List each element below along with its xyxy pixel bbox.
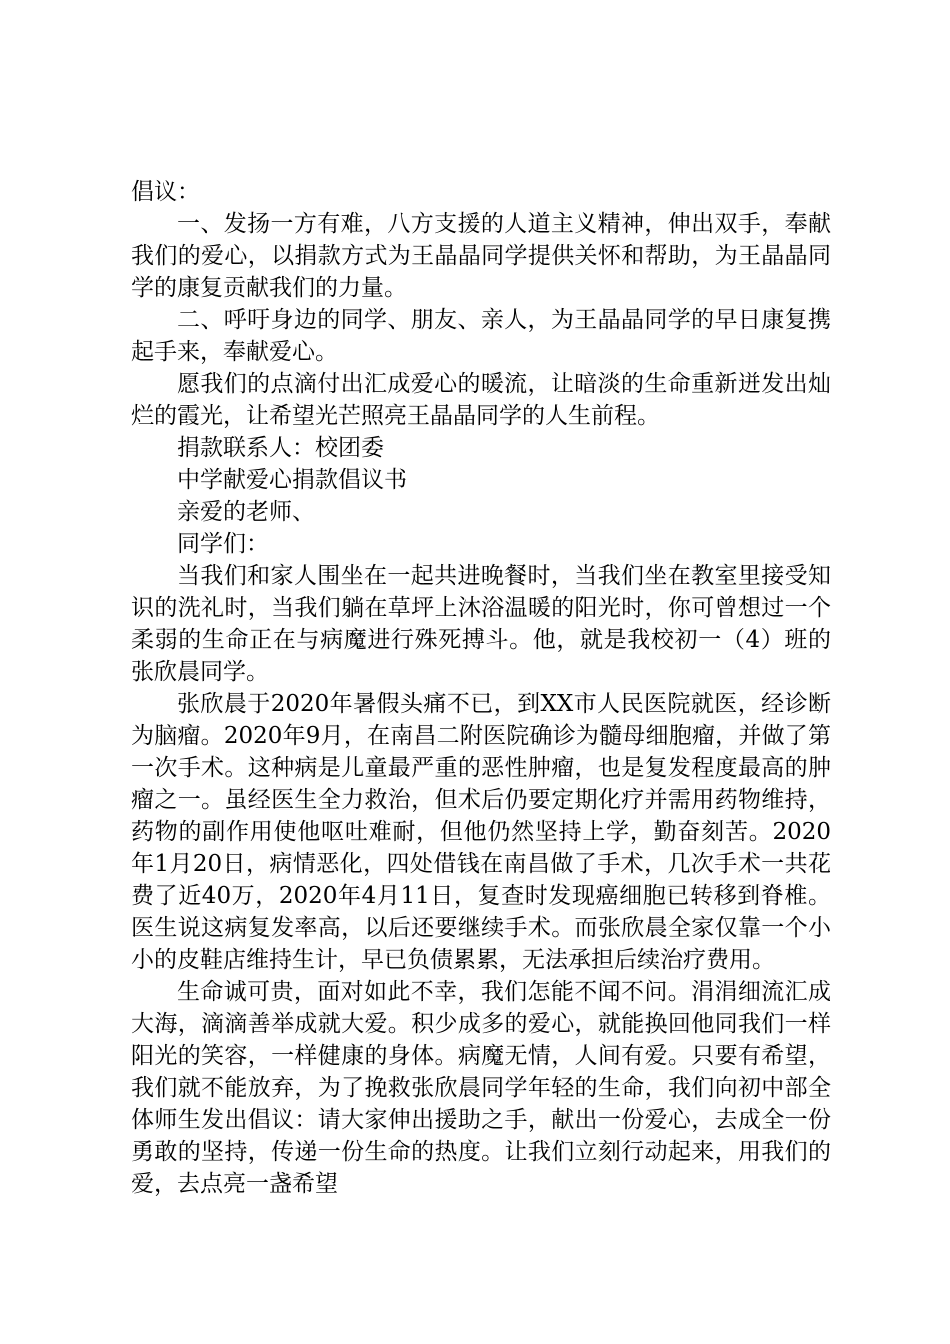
proposal-heading: 倡议： (131, 179, 200, 205)
donation-contact: 捐款联系人：校团委 (177, 435, 384, 461)
body-paragraph-1: 当我们和家人围坐在一起共进晚餐时，当我们坐在教室里接受知识的洗礼时，当我们躺在草坪上沐浴温暖的阳光时，你可曾想过一个柔弱的生命正在与病魔进行殊死搏斗。他，就是我校初一（4）班的张欣晨同学。 (131, 563, 831, 685)
salutation-students: 同学们： (177, 531, 269, 557)
body-paragraph-3: 生命诚可贵，面对如此不幸，我们怎能不闻不问。涓涓细流汇成大海，滴滴善举成就大爱。积少成多的爱心，就能换回他同我们一样阳光的笑容，一样健康的身体。病魔无情，人间有爱。只要有希望，我们就不能放弃，为了挽救张欣晨同学年轻的生命，我们向初中部全体师生发出倡议：请大家伸出援助之手，献出一份爱心，去成全一份勇敢的坚持，传递一份生命的热度。让我们立刻行动起来，用我们的爱，去点亮一盏希望 (131, 979, 831, 1197)
wish-paragraph: 愿我们的点滴付出汇成爱心的暖流，让暗淡的生命重新迸发出灿烂的霞光，让希望光芒照亮王晶晶同学的人生前程。 (131, 371, 831, 429)
proposal-point-1: 一、发扬一方有难，八方支援的人道主义精神，伸出双手，奉献我们的爱心，以捐款方式为王晶晶同学提供关怀和帮助，为王晶晶同学的康复贡献我们的力量。 (131, 211, 831, 301)
body-paragraph-2: 张欣晨于2020年暑假头痛不已，到XX市人民医院就医，经诊断为脑瘤。2020年9月，在南昌二附医院确诊为髓母细胞瘤，并做了第一次手术。这种病是儿童最严重的恶性肿瘤，也是复发程度最高的肿瘤之一。虽经医生全力救治，但术后仍要定期化疗并需用药物维持，药物的副作用使他呕吐难耐，但他仍然坚持上学，勤奋刻苦。2020年1月20日，病情恶化，四处借钱在南昌做了手术，几次手术一共花费了近40万，2020年4月11日，复查时发现癌细胞已转移到脊椎。医生说这病复发率高，以后还要继续手术。而张欣晨全家仅靠一个小小的皮鞋店维持生计，早已负债累累，无法承担后续治疗费用。 (131, 691, 831, 973)
salutation-teachers: 亲爱的老师、 (177, 499, 315, 525)
proposal-point-2: 二、呼吁身边的同学、朋友、亲人，为王晶晶同学的早日康复携起手来，奉献爱心。 (131, 307, 831, 365)
document-page (131, 176, 831, 1200)
document-title: 中学献爱心捐款倡议书 (177, 467, 407, 493)
